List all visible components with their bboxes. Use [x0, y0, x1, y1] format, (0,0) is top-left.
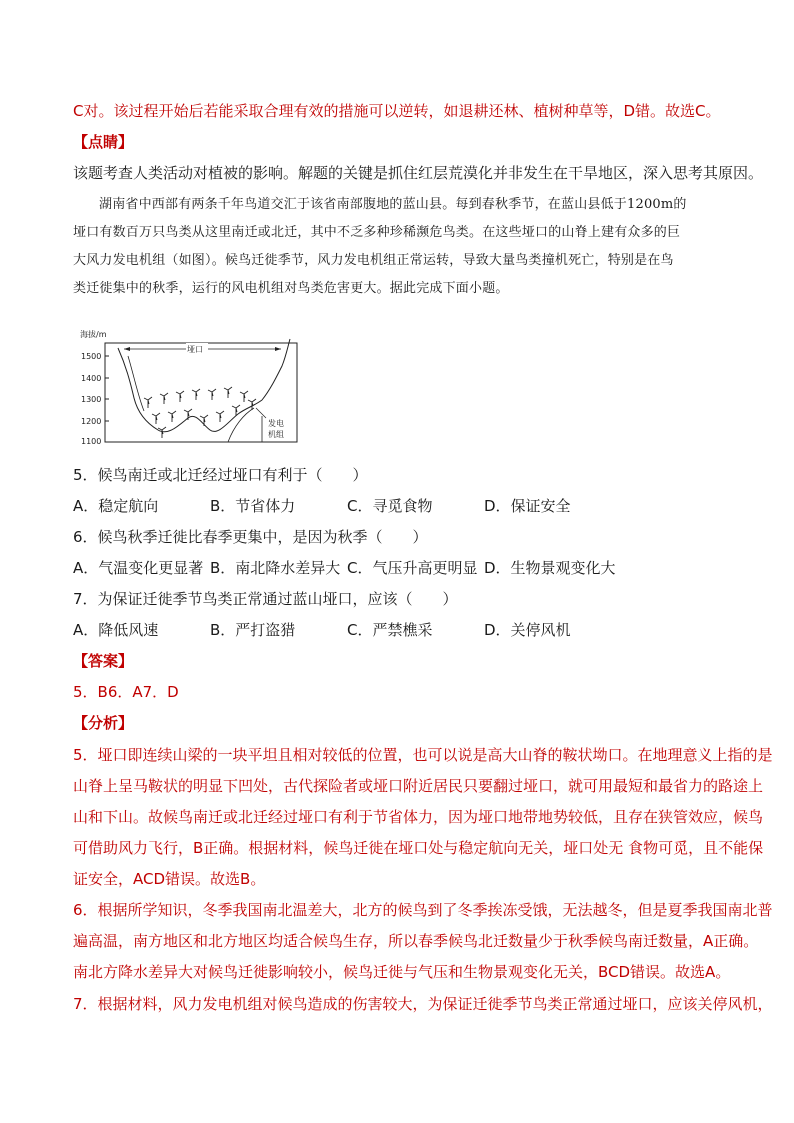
tick-label: 1100: [81, 437, 102, 446]
option-d: D．生物景观变化大: [484, 559, 616, 577]
question-6-stem: 6．候鸟秋季迁徙比春季更集中，是因为秋季（ ）: [73, 528, 428, 546]
analysis-line: 遍高温，南方地区和北方地区均适合候鸟生存，所以春季候鸟北迁数量少于秋季候鸟南迁数量，A正确。: [73, 932, 759, 950]
dianjing-heading: 【点睛】: [73, 133, 134, 151]
passage-line: 大风力发电机组（如图）。候鸟迁徙季节，风力发电机组正常运转，导致大量鸟类撞机死亡，特别是在鸟: [73, 253, 674, 268]
option-b: B．节省体力: [210, 497, 296, 515]
option-d: D．关停风机: [484, 621, 571, 639]
analysis-line: 可借助风力飞行，B正确。根据材料，候鸟迁徙在垭口处与稳定航向无关，垭口处无 食物可觅，且不能保: [73, 839, 764, 857]
option-c: C．气压升高更明显: [347, 559, 478, 577]
answer-text: 5．B6．A7．D: [73, 683, 179, 701]
tick-label: 1400: [81, 374, 102, 383]
pass-profile-figure: [78, 326, 303, 451]
tick-label: 1300: [81, 395, 102, 404]
turbine-icons: [144, 387, 256, 438]
tick-label: 1200: [81, 417, 102, 426]
question-5-stem: 5．候鸟南迁或北迁经过垭口有利于（ ）: [73, 466, 368, 484]
option-b: B．严打盗猎: [210, 621, 296, 639]
passage-line: 类迁徙集中的秋季，运行的风电机组对鸟类危害更大。据此完成下面小题。: [73, 281, 509, 296]
analysis-line: 6．根据所学知识，冬季我国南北温差大，北方的候鸟到了冬季挨冻受饿，无法越冬，但是夏季我国南北普: [73, 901, 773, 919]
option-b: B．南北降水差异大: [210, 559, 341, 577]
previous-analysis-line: C对。该过程开始后若能采取合理有效的措施可以逆转，如退耕还林、植树种草等，D错。故选C。: [73, 102, 721, 120]
option-d: D．保证安全: [484, 497, 571, 515]
pass-label: 垭口: [187, 345, 203, 354]
analysis-line: 7．根据材料，风力发电机组对候鸟造成的伤害较大，为保证迁徙季节鸟类正常通过垭口，应该关停风机，: [73, 995, 773, 1013]
analysis-line: 山脊上呈马鞍状的明显下凹处，古代探险者或垭口附近居民只要翻过垭口，就可用最短和最省力的路途上: [73, 777, 764, 795]
figure-ylabel: 海拔/m: [80, 330, 107, 339]
question-5-options: [73, 496, 723, 516]
analysis-line: 山和下山。故候鸟南迁或北迁经过垭口有利于节省体力，因为垭口地带地势较低，且存在狭管效应，候鸟: [73, 808, 764, 826]
turbine-label: 机组: [268, 430, 284, 439]
turbine-label: 发电: [268, 419, 284, 428]
option-a: A．稳定航向: [73, 497, 159, 515]
option-a: A．气温变化更显著: [73, 559, 204, 577]
passage-line: 湖南省中西部有两条千年鸟道交汇于该省南部腹地的蓝山县。每到春秋季节，在蓝山县低于1200m的: [99, 197, 687, 212]
option-c: C．严禁樵采: [347, 621, 433, 639]
question-7-stem: 7．为保证迁徙季节鸟类正常通过蓝山垭口，应该（ ）: [73, 590, 458, 608]
question-6-options: [73, 558, 723, 578]
analysis-line: 南北方降水差异大对候鸟迁徙影响较小，候鸟迁徙与气压和生物景观变化无关，BCD错误。故选A。: [73, 963, 731, 981]
option-c: C．寻觅食物: [347, 497, 433, 515]
analysis-line: 5．垭口即连续山梁的一块平坦且相对较低的位置，也可以说是高大山脊的鞍状坳口。在地理意义上指的是: [73, 746, 773, 764]
answer-heading: 【答案】: [73, 652, 134, 670]
question-7-options: [73, 620, 723, 640]
analysis-line: 证安全，ACD错误。故选B。: [73, 870, 266, 888]
dianjing-text: 该题考查人类活动对植被的影响。解题的关键是抓住红层荒漠化并非发生在干旱地区，深入思考其原因。: [73, 164, 764, 182]
analysis-heading: 【分析】: [73, 714, 134, 732]
material-passage: [73, 195, 723, 305]
option-a: A．降低风速: [73, 621, 159, 639]
tick-label: 1500: [81, 352, 102, 361]
passage-line: 垭口有数百万只鸟类从这里南迁或北迁，其中不乏多种珍稀濒危鸟类。在这些垭口的山脊上建有众多的巨: [73, 225, 681, 240]
